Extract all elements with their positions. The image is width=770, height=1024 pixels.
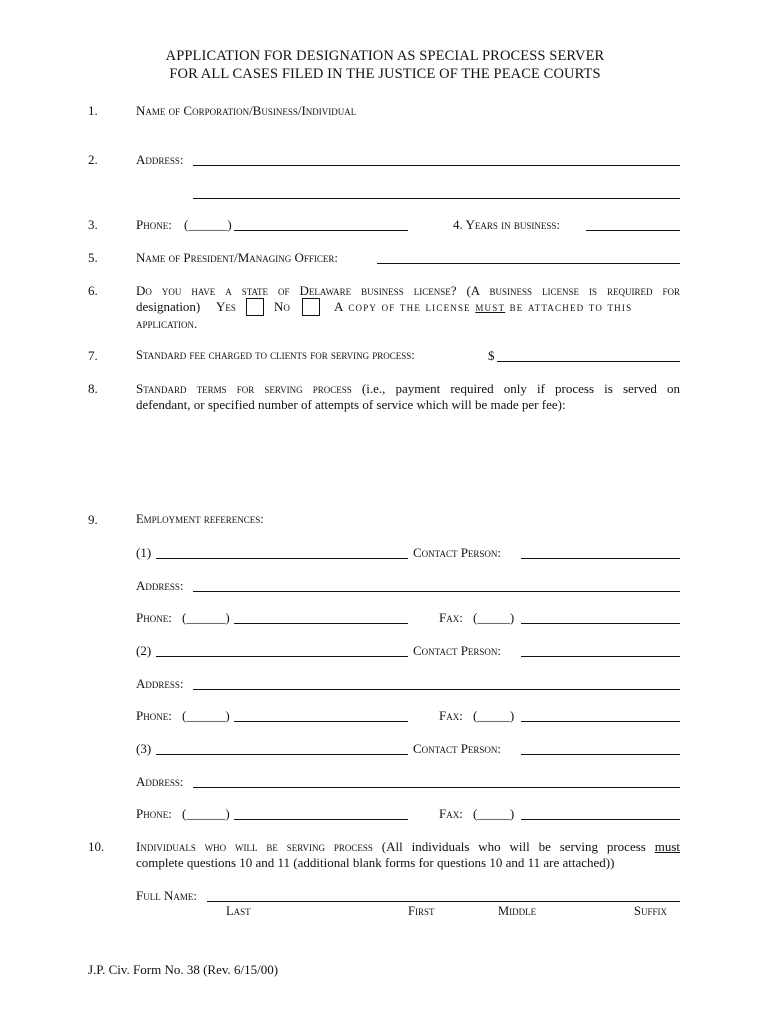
ref-2-phone-label: Phone: bbox=[136, 708, 172, 723]
ref-3-number: (3) bbox=[136, 741, 152, 756]
ref-2-fax-area[interactable]: (_____) bbox=[473, 708, 515, 723]
q10-line-1 bbox=[136, 839, 680, 855]
ref-1-contact-line[interactable] bbox=[521, 558, 680, 559]
ref-1-name-line[interactable] bbox=[156, 558, 408, 559]
full-name-middle-label: Middle bbox=[498, 904, 537, 918]
q8-text-1: (i.e., payment required only if process is served on bbox=[351, 381, 680, 396]
full-name-line[interactable] bbox=[207, 901, 680, 902]
q6-designation: designation) bbox=[136, 299, 201, 314]
ref-3-phone-area[interactable]: (______) bbox=[182, 806, 230, 821]
q10-must: must bbox=[654, 839, 681, 854]
ref-1-fax-label: Fax: bbox=[439, 610, 463, 625]
full-name-first-label: First bbox=[408, 904, 435, 918]
q2-address-line-1[interactable] bbox=[193, 165, 680, 166]
ref-3-fax-area[interactable]: (_____) bbox=[473, 806, 515, 821]
ref-2-address-line[interactable] bbox=[193, 689, 680, 690]
ref-3-fax-label: Fax: bbox=[439, 806, 463, 821]
ref-1-fax-area[interactable]: (_____) bbox=[473, 610, 515, 625]
q2-address-line-2[interactable] bbox=[193, 198, 680, 199]
ref-2-contact-line[interactable] bbox=[521, 656, 680, 657]
ref-3-contact-label: Contact Person: bbox=[413, 741, 502, 756]
ref-3-phone-label: Phone: bbox=[136, 806, 172, 821]
ref-1-phone-area[interactable]: (______) bbox=[182, 610, 230, 625]
q6-no-label: No bbox=[274, 299, 290, 314]
q10-number: 10. bbox=[88, 839, 105, 854]
q3-label: Phone: bbox=[136, 217, 172, 232]
q7-label: Standard fee charged to clients for serving process: bbox=[136, 348, 415, 362]
q2-number: 2. bbox=[88, 152, 98, 167]
q2-label: Address: bbox=[136, 152, 184, 167]
ref-2-fax-label: Fax: bbox=[439, 708, 463, 723]
ref-1-phone-label: Phone: bbox=[136, 610, 172, 625]
q5-label: Name of President/Managing Officer: bbox=[136, 250, 339, 265]
q5-officer-line[interactable] bbox=[377, 263, 680, 264]
q10-line-2: complete questions 10 and 11 (additional blank forms for questions 10 and 11 are attached)) bbox=[136, 855, 615, 870]
q8-line-2: defendant, or specified number of attempts of service which will be made per fee): bbox=[136, 397, 566, 412]
ref-2-fax-line[interactable] bbox=[521, 721, 680, 722]
form-title-line-2: FOR ALL CASES FILED IN THE JUSTICE OF THE PEACE COURTS bbox=[169, 66, 601, 82]
q6-must: must bbox=[475, 299, 506, 314]
q10-label: Individuals who will be serving process bbox=[136, 839, 373, 854]
q9-label: Employment references: bbox=[136, 512, 264, 526]
q6-yes-label: Yes bbox=[216, 299, 236, 314]
q7-number: 7. bbox=[88, 348, 98, 363]
q6-copy-text bbox=[334, 299, 632, 315]
ref-3-fax-line[interactable] bbox=[521, 819, 680, 820]
q7-fee-line[interactable] bbox=[497, 361, 680, 362]
q3-number: 3. bbox=[88, 217, 98, 232]
q6-copy-pre: A copy of the license bbox=[334, 299, 471, 314]
q8-answer-area[interactable] bbox=[136, 420, 680, 500]
ref-3-contact-line[interactable] bbox=[521, 754, 680, 755]
ref-2-address-label: Address: bbox=[136, 676, 184, 691]
q3-phone-line[interactable] bbox=[234, 230, 408, 231]
q6-copy-post: be attached to this bbox=[509, 299, 633, 314]
q1-label: Name of Corporation/Business/Individual bbox=[136, 103, 357, 118]
q6-line-1: Do you have a state of Delaware business license? (A business license is required for bbox=[136, 283, 680, 298]
ref-2-phone-line[interactable] bbox=[234, 721, 408, 722]
full-name-label: Full Name: bbox=[136, 888, 197, 903]
q8-line-1 bbox=[136, 381, 680, 397]
ref-2-phone-area[interactable]: (______) bbox=[182, 708, 230, 723]
ref-2-number: (2) bbox=[136, 643, 152, 658]
ref-1-contact-label: Contact Person: bbox=[413, 545, 502, 560]
q5-number: 5. bbox=[88, 250, 98, 265]
q3-area-code[interactable]: (______) bbox=[184, 217, 232, 232]
ref-3-address-line[interactable] bbox=[193, 787, 680, 788]
ref-1-number: (1) bbox=[136, 545, 152, 560]
q1-number: 1. bbox=[88, 103, 98, 118]
q7-currency: $ bbox=[488, 348, 495, 363]
q9-number: 9. bbox=[88, 512, 98, 527]
q8-number: 8. bbox=[88, 381, 98, 396]
q8-label: Standard terms for serving process bbox=[136, 381, 352, 396]
ref-1-address-line[interactable] bbox=[193, 591, 680, 592]
ref-2-contact-label: Contact Person: bbox=[413, 643, 502, 658]
ref-1-phone-line[interactable] bbox=[234, 623, 408, 624]
ref-1-fax-line[interactable] bbox=[521, 623, 680, 624]
form-title-line-1: APPLICATION FOR DESIGNATION AS SPECIAL PROCESS SERVER bbox=[165, 48, 605, 64]
q4-label: 4. Years in business: bbox=[453, 217, 561, 232]
q6-number: 6. bbox=[88, 283, 98, 298]
full-name-last-label: Last bbox=[226, 904, 251, 918]
q4-years-line[interactable] bbox=[586, 230, 680, 231]
ref-1-address-label: Address: bbox=[136, 578, 184, 593]
form-footer: J.P. Civ. Form No. 38 (Rev. 6/15/00) bbox=[88, 962, 279, 977]
q10-text-1: (All individuals who will be serving process bbox=[372, 839, 655, 854]
ref-3-name-line[interactable] bbox=[156, 754, 408, 755]
ref-2-name-line[interactable] bbox=[156, 656, 408, 657]
ref-3-phone-line[interactable] bbox=[234, 819, 408, 820]
q6-line-3: application. bbox=[136, 316, 198, 331]
q6-yes-checkbox[interactable] bbox=[246, 298, 264, 316]
q6-no-checkbox[interactable] bbox=[302, 298, 320, 316]
full-name-suffix-label: Suffix bbox=[634, 904, 667, 918]
ref-3-address-label: Address: bbox=[136, 774, 184, 789]
